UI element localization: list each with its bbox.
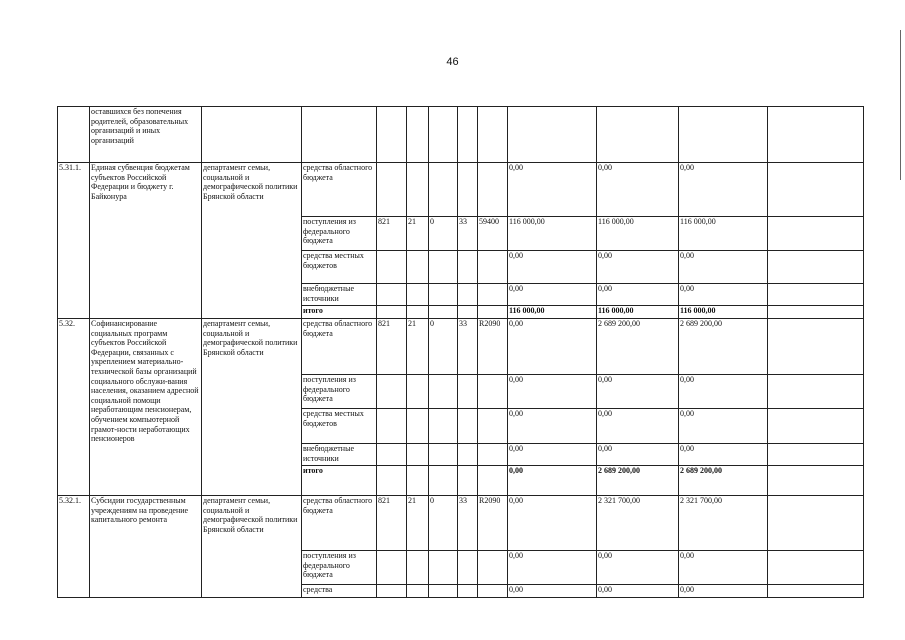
code-grbs (377, 466, 407, 496)
value-year-3: 0,00 (679, 551, 768, 585)
funding-source: поступления из федерального бюджета (302, 551, 377, 585)
code-grbs: 821 (377, 217, 407, 251)
code-pr (429, 163, 458, 217)
cell-extra (768, 319, 864, 375)
section-executor: департамент семьи, социальной и демографической политики Брянской области (202, 496, 302, 598)
code-rz: 21 (407, 217, 429, 251)
code-cs (458, 284, 478, 306)
cell-extra (768, 251, 864, 284)
funding-source: средства областного бюджета (302, 496, 377, 551)
section-executor: департамент семьи, социальной и демографической политики Брянской области (202, 163, 302, 319)
value-year-1: 0,00 (508, 163, 597, 217)
funding-source: поступления из федерального бюджета (302, 375, 377, 409)
code-vr (478, 409, 508, 444)
table-row (58, 163, 864, 217)
code-vr (478, 284, 508, 306)
cell-name: оставшихся без попечения родителей, образовательных организаций и иных организаций (90, 107, 202, 163)
code-cs (458, 444, 478, 466)
cell-code (58, 107, 90, 163)
value-year-1: 0,00 (508, 444, 597, 466)
code-vr (478, 551, 508, 585)
code-vr (478, 163, 508, 217)
value-year-1: 0,00 (508, 551, 597, 585)
value-year-3: 116 000,00 (679, 217, 768, 251)
value-year-3: 116 000,00 (679, 306, 768, 319)
code-grbs: 821 (377, 496, 407, 551)
code-cs: 33 (458, 217, 478, 251)
cell-extra (768, 585, 864, 598)
value-year-1: 0,00 (508, 375, 597, 409)
value-year-3: 0,00 (679, 251, 768, 284)
value-year-2: 116 000,00 (597, 217, 679, 251)
section-name: Субсидии государственным учреждениям на проведение капитального ремонта (90, 496, 202, 598)
cell-v2 (597, 107, 679, 163)
funding-source: итого (302, 466, 377, 496)
code-vr: R2090 (478, 496, 508, 551)
code-pr (429, 306, 458, 319)
code-cs: 33 (458, 496, 478, 551)
code-grbs: 821 (377, 319, 407, 375)
code-pr (429, 466, 458, 496)
value-year-3: 2 321 700,00 (679, 496, 768, 551)
cell-extra (768, 466, 864, 496)
funding-source: итого (302, 306, 377, 319)
value-year-3: 0,00 (679, 444, 768, 466)
value-year-2: 0,00 (597, 585, 679, 598)
table-row (58, 319, 864, 375)
code-rz (407, 375, 429, 409)
section-code: 5.32.1. (58, 496, 90, 598)
value-year-2: 2 689 200,00 (597, 466, 679, 496)
code-rz (407, 409, 429, 444)
code-cs (458, 551, 478, 585)
cell-extra (768, 107, 864, 163)
budget-table-body (58, 107, 864, 598)
cell-extra (768, 375, 864, 409)
value-year-2: 0,00 (597, 444, 679, 466)
code-rz (407, 251, 429, 284)
funding-source: внебюджетные источники (302, 444, 377, 466)
code-grbs (377, 284, 407, 306)
code-rz (407, 444, 429, 466)
value-year-1: 0,00 (508, 284, 597, 306)
code-grbs (377, 163, 407, 217)
code-grbs (377, 551, 407, 585)
code-cs (458, 585, 478, 598)
code-vr: 59400 (478, 217, 508, 251)
funding-source: средства местных бюджетов (302, 409, 377, 444)
value-year-1: 0,00 (508, 251, 597, 284)
value-year-3: 0,00 (679, 163, 768, 217)
cell-executor (202, 107, 302, 163)
value-year-2: 2 689 200,00 (597, 319, 679, 375)
code-rz (407, 163, 429, 217)
cell-extra (768, 409, 864, 444)
value-year-2: 0,00 (597, 284, 679, 306)
code-grbs (377, 444, 407, 466)
value-year-2: 0,00 (597, 251, 679, 284)
code-cs (458, 409, 478, 444)
code-cs (458, 466, 478, 496)
code-cs (458, 251, 478, 284)
value-year-1: 116 000,00 (508, 217, 597, 251)
code-pr: 0 (429, 496, 458, 551)
cell-source (302, 107, 377, 163)
cell-c3 (429, 107, 458, 163)
cell-extra (768, 284, 864, 306)
code-grbs (377, 409, 407, 444)
code-rz (407, 551, 429, 585)
value-year-3: 2 689 200,00 (679, 319, 768, 375)
value-year-3: 0,00 (679, 409, 768, 444)
value-year-1: 0,00 (508, 466, 597, 496)
code-pr: 0 (429, 319, 458, 375)
value-year-3: 2 689 200,00 (679, 466, 768, 496)
value-year-1: 0,00 (508, 585, 597, 598)
value-year-2: 116 000,00 (597, 306, 679, 319)
scan-edge-mark (900, 30, 901, 180)
section-code: 5.32. (58, 319, 90, 496)
cell-extra (768, 306, 864, 319)
value-year-3: 0,00 (679, 585, 768, 598)
funding-source: средства (302, 585, 377, 598)
code-vr (478, 375, 508, 409)
funding-source: внебюджетные источники (302, 284, 377, 306)
code-pr (429, 375, 458, 409)
code-vr (478, 251, 508, 284)
value-year-1: 116 000,00 (508, 306, 597, 319)
code-pr (429, 409, 458, 444)
code-grbs (377, 306, 407, 319)
code-rz: 21 (407, 496, 429, 551)
code-vr (478, 585, 508, 598)
section-name: Софинансирование социальных программ субъектов Российской Федерации, связанных с укреплением материально-технической базы организаций социального обслужи-вания населения, оказанием адресной социальной помощи неработающим пенсионерам, обучением компьютерной грамот-ности неработающих пенсионеров (90, 319, 202, 496)
cell-extra (768, 496, 864, 551)
value-year-1: 0,00 (508, 409, 597, 444)
section-name: Единая субвенция бюджетам субъектов Российской Федерации и бюджету г. Байконура (90, 163, 202, 319)
cell-v1 (508, 107, 597, 163)
cell-c2 (407, 107, 429, 163)
code-pr (429, 444, 458, 466)
cell-c1 (377, 107, 407, 163)
code-grbs (377, 585, 407, 598)
cell-c4 (458, 107, 478, 163)
cell-extra (768, 551, 864, 585)
cell-extra (768, 163, 864, 217)
code-vr (478, 306, 508, 319)
code-pr (429, 251, 458, 284)
code-pr (429, 284, 458, 306)
code-rz (407, 585, 429, 598)
code-pr (429, 585, 458, 598)
funding-source: средства областного бюджета (302, 163, 377, 217)
table-row-continuation (58, 107, 864, 163)
funding-source: средства местных бюджетов (302, 251, 377, 284)
section-executor: департамент семьи, социальной и демографической политики Брянской области (202, 319, 302, 496)
value-year-2: 0,00 (597, 409, 679, 444)
code-pr (429, 551, 458, 585)
value-year-2: 0,00 (597, 163, 679, 217)
code-cs (458, 163, 478, 217)
value-year-2: 0,00 (597, 375, 679, 409)
code-rz (407, 466, 429, 496)
value-year-1: 0,00 (508, 319, 597, 375)
code-pr: 0 (429, 217, 458, 251)
cell-v3 (679, 107, 768, 163)
value-year-3: 0,00 (679, 375, 768, 409)
funding-source: средства областного бюджета (302, 319, 377, 375)
code-vr (478, 466, 508, 496)
code-rz (407, 306, 429, 319)
budget-table (57, 106, 864, 598)
code-rz (407, 284, 429, 306)
code-vr: R2090 (478, 319, 508, 375)
value-year-2: 2 321 700,00 (597, 496, 679, 551)
value-year-2: 0,00 (597, 551, 679, 585)
section-code: 5.31.1. (58, 163, 90, 319)
cell-c5 (478, 107, 508, 163)
code-cs: 33 (458, 319, 478, 375)
code-vr (478, 444, 508, 466)
code-grbs (377, 375, 407, 409)
code-grbs (377, 251, 407, 284)
page-number: 46 (446, 56, 459, 68)
funding-source: поступления из федерального бюджета (302, 217, 377, 251)
table-row (58, 496, 864, 551)
code-cs (458, 375, 478, 409)
cell-extra (768, 217, 864, 251)
value-year-1: 0,00 (508, 496, 597, 551)
code-cs (458, 306, 478, 319)
value-year-3: 0,00 (679, 284, 768, 306)
cell-extra (768, 444, 864, 466)
code-rz: 21 (407, 319, 429, 375)
